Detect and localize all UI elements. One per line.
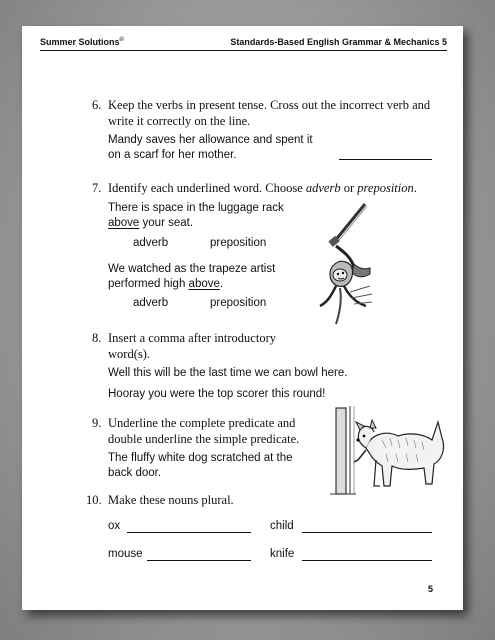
dog-drawing [326, 404, 448, 496]
q8-instruction-line2: word(s). [108, 347, 151, 361]
q7-instruction-text: Identify each underlined word. Choose [108, 181, 306, 195]
q10-answer-line-knife[interactable] [302, 560, 432, 561]
q7-instruction-period: . [413, 181, 417, 195]
q6-sentence-line1: Mandy saves her allowance and spent it [108, 134, 313, 146]
header-rule [40, 50, 447, 51]
q7-s2-option-adverb[interactable]: adverb [133, 297, 169, 309]
q10-number: 10. [86, 493, 102, 507]
trapeze-artist-drawing [310, 202, 374, 334]
q9-instruction-line2: double underline the simple predicate. [108, 432, 300, 446]
q7-number: 7. [92, 181, 102, 195]
q7-s2-underlined-word: above [188, 278, 220, 290]
q7-s1-option-adverb[interactable]: adverb [133, 237, 169, 249]
worksheet-page [22, 26, 463, 610]
q7-s1-option-preposition[interactable]: preposition [210, 237, 267, 249]
q7-s1-line1: There is space in the luggage rack [108, 202, 284, 214]
q10-word-mouse: mouse [108, 548, 143, 560]
q7-s1-rest: your seat. [139, 217, 194, 229]
q9-sentence-line2[interactable]: back door. [108, 467, 162, 479]
q6-sentence-line2: on a scarf for her mother. [108, 149, 237, 161]
q7-s2-text: performed high [108, 278, 189, 290]
q9-sentence-line1[interactable]: The fluffy white dog scratched at the [108, 452, 293, 464]
q7-s2-period: . [219, 278, 224, 290]
q7-s2-line1: We watched as the trapeze artist [108, 263, 276, 275]
q10-word-child: child [270, 520, 294, 532]
q6-answer-line[interactable] [339, 159, 432, 160]
q10-answer-line-mouse[interactable] [147, 560, 251, 561]
q8-number: 8. [92, 331, 102, 345]
q6-number: 6. [92, 98, 102, 112]
header-right: Standards-Based English Grammar & Mechanics 5 [230, 37, 447, 47]
copyright-mark: © [119, 37, 124, 43]
q10-instruction: Make these nouns plural. [108, 493, 234, 507]
q7-instruction-preposition: preposition [357, 181, 414, 195]
q7-instruction-adverb: adverb [305, 181, 341, 195]
q6-instruction-line1: Keep the verbs in present tense. Cross out the incorrect verb and [108, 98, 431, 112]
q7-s1-underlined-word: above [108, 217, 140, 229]
q7-s1-line2 [108, 217, 193, 229]
q7-instruction-or: or [340, 181, 358, 195]
header-left [40, 37, 124, 47]
q10-word-ox: ox [108, 520, 121, 532]
q8-sentence1[interactable]: Well this will be the last time we can bowl here. [108, 367, 348, 379]
q7-instruction [108, 181, 417, 196]
q7-s2-line2 [108, 278, 223, 290]
q10-answer-line-ox[interactable] [127, 532, 251, 533]
trapeze-artist-illustration [310, 202, 374, 334]
q8-instruction-line1: Insert a comma after introductory [108, 331, 276, 345]
q10-answer-line-child[interactable] [302, 532, 432, 533]
q10-word-knife: knife [270, 548, 295, 560]
q9-instruction-line1: Underline the complete predicate and [108, 416, 296, 430]
dog-scratching-door-illustration [326, 404, 448, 496]
q6-instruction-line2: write it correctly on the line. [108, 114, 251, 128]
q8-sentence2[interactable]: Hooray you were the top scorer this round! [108, 388, 326, 400]
page-number: 5 [427, 584, 433, 594]
q7-s2-option-preposition[interactable]: preposition [210, 297, 267, 309]
q9-number: 9. [92, 416, 102, 430]
header-series-title: Summer Solutions [40, 37, 120, 47]
